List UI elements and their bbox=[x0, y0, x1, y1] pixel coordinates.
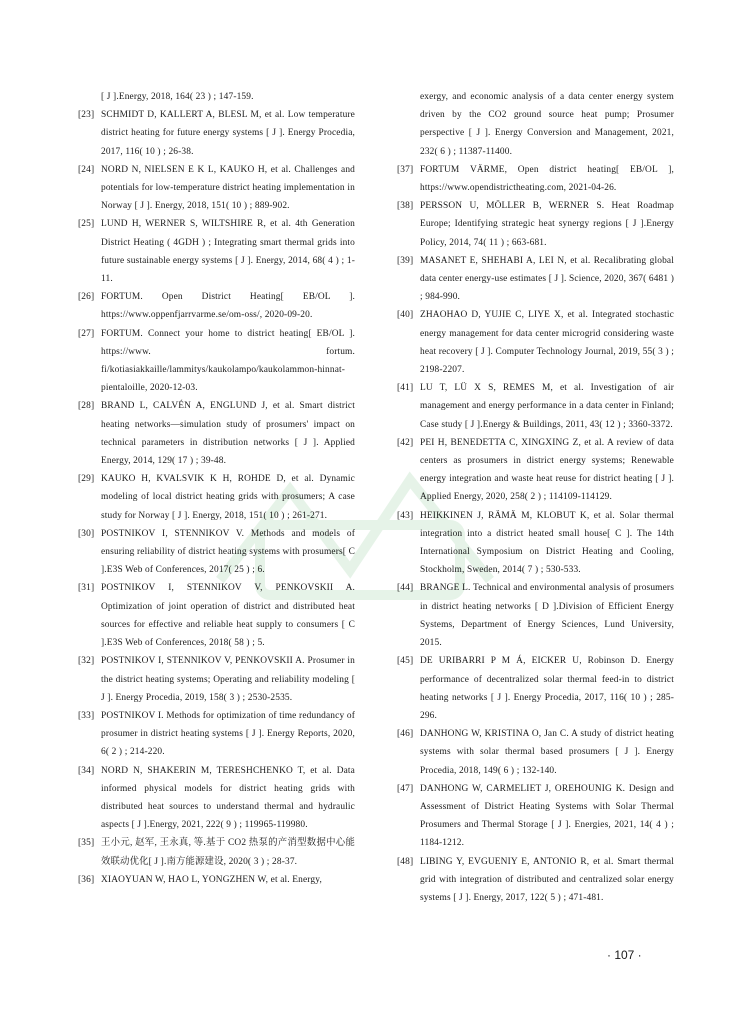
reference-entry bbox=[397, 161, 674, 197]
reference-text: DE URIBARRI P M Á, EICKER U, Robinson D. Energy performance of decentralized solar thermal feed-in to district heating networks [ J ]. Energy Procedia, 2017, 116( 10 ) ; 285-296. bbox=[420, 656, 674, 721]
reference-text: KAUKO H, KVALSVIK K H, ROHDE D, et al. Dynamic modeling of local district heating grids with prosumers; A case study for Norway [ J ]. Energy, 2018, 151( 10 ) ; 261-271. bbox=[101, 474, 355, 521]
reference-number: [43] bbox=[397, 510, 414, 521]
reference-entry bbox=[78, 707, 355, 762]
reference-number: [35] bbox=[78, 838, 95, 849]
reference-entry bbox=[397, 652, 674, 725]
reference-number: [44] bbox=[397, 583, 414, 594]
reference-text: BRAND L, CALVÉN A, ENGLUND J, et al. Smart district heating networks—simulation study of prosumers' impact on technical parameters in distribution networks [ J ]. Applied Energy, 2014, 129( 17 ) ; 39-48. bbox=[101, 401, 355, 467]
reference-text: NORD N, NIELSEN E K L, KAUKO H, et al. Challenges and potentials for low-temperature district heating implementation in Norway [ J ]. Energy, 2018, 151( 10 ) ; 889-902. bbox=[101, 164, 355, 212]
reference-text: DANHONG W, CARMELIET J, OREHOUNIG K. Design and Assessment of District Heating Systems with Solar Thermal Prosumers and Thermal Storage [ J ]. Energies, 2021, 14( 4 ) ; 1184-1212. bbox=[420, 783, 674, 849]
reference-text: FORTUM. Open District Heating[ EB/OL ]. https://www.oppenfjarrvarme.se/om-oss/, 2020-09-20. bbox=[101, 292, 355, 321]
reference-entry bbox=[78, 88, 355, 106]
reference-entry bbox=[78, 652, 355, 707]
reference-number: [48] bbox=[397, 856, 414, 867]
reference-entry bbox=[397, 853, 674, 908]
reference-entry bbox=[397, 379, 674, 434]
reference-number: [33] bbox=[78, 710, 95, 721]
reference-number: [26] bbox=[78, 292, 95, 303]
reference-text: XIAOYUAN W, HAO L, YONGZHEN W, et al. Energy, bbox=[101, 874, 322, 885]
reference-text: POSTNIKOV I, STENNIKOV V, PENKOVSKII A. Optimization of joint operation of district and distributed heat sources for effective and reliable heat supply to consumers [ C ].E3S Web of Conferences, 2018( 58 ) ; 5. bbox=[101, 583, 355, 649]
reference-entry bbox=[397, 725, 674, 780]
reference-text: PEI H, BENEDETTA C, XINGXING Z, et al. A review of data centers as prosumers in district energy systems; Renewable energy integration and waste heat reuse for district heating [ J ]. Applied Energy, 2020, 258( 2 ) ; 114109-114129. bbox=[420, 437, 674, 503]
reference-number: [31] bbox=[78, 583, 95, 594]
reference-number: [24] bbox=[78, 164, 95, 175]
reference-text: ZHAOHAO D, YUJIE C, LIYE X, et al. Integrated stochastic energy management for data center microgrid considering waste heat recovery [ J ]. Computer Technology Journal, 2019, 55( 3 ) ; 2198-2207. bbox=[420, 310, 674, 376]
reference-number: [39] bbox=[397, 255, 414, 266]
page-number: · 107 · bbox=[607, 948, 642, 962]
reference-number: [34] bbox=[78, 765, 95, 776]
reference-entry bbox=[78, 288, 355, 324]
reference-text: FORTUM VÄRME, Open district heating[ EB/OL ], https://www.opendistrictheating.com, 2021-04-26. bbox=[420, 164, 674, 194]
reference-text: SCHMIDT D, KALLERT A, BLESL M, et al. Low temperature district heating for future energy systems [ J ]. Energy Procedia, 2017, 116( 10 ) ; 26-38. bbox=[101, 110, 355, 157]
right-reference-column bbox=[397, 88, 674, 907]
reference-number: [42] bbox=[397, 437, 414, 448]
reference-text: MASANET E, SHEHABI A, LEI N, et al. Recalibrating global data center energy-use estimates [ J ]. Science, 2020, 367( 6481 ) ; 984-990. bbox=[420, 255, 674, 303]
reference-entry bbox=[78, 470, 355, 525]
reference-text: [ J ].Energy, 2018, 164( 23 ) ; 147-159. bbox=[101, 92, 254, 102]
reference-entry bbox=[78, 871, 355, 889]
reference-entry bbox=[78, 397, 355, 470]
reference-text: POSTNIKOV I, STENNIKOV V. Methods and models of ensuring reliability of district heating systems with prosumers[ C ].E3S Web of Conferences, 2017( 25 ) ; 6. bbox=[101, 528, 355, 576]
reference-entry bbox=[397, 88, 674, 161]
reference-number: [25] bbox=[78, 219, 95, 230]
reference-entry bbox=[78, 579, 355, 652]
reference-number: [47] bbox=[397, 783, 414, 794]
reference-number: [27] bbox=[78, 328, 95, 339]
left-reference-column bbox=[78, 88, 355, 889]
reference-entry bbox=[78, 762, 355, 835]
reference-entry bbox=[397, 507, 674, 580]
reference-text: LUND H, WERNER S, WILTSHIRE R, et al. 4th Generation District Heating ( 4GDH ) ; Integrating smart thermal grids into future sustainable energy systems [ J ]. Energy, 2014, 68( 4 ) ; 1-11. bbox=[101, 219, 355, 285]
reference-entry bbox=[78, 215, 355, 288]
reference-text: PERSSON U, MÖLLER B, WERNER S. Heat Roadmap Europe; Identifying strategic heat synergy regions [ J ].Energy Policy, 2014, 74( 11 ) ; 663-681. bbox=[420, 201, 674, 248]
reference-number: [38] bbox=[397, 201, 414, 212]
reference-text: HEIKKINEN J, RÄMÄ M, KLOBUT K, et al. Solar thermal integration into a district heated small house[ C ]. The 14th International Symposium on District Heating and Cooling, Stockholm, Sweden, 2014( 7 ) ; 530-533. bbox=[420, 510, 674, 576]
reference-text: NORD N, SHAKERIN M, TERESHCHENKO T, et al. Data informed physical models for district heating grids with distributed heat sources to understand thermal and hydraulic aspects [ J ].Energy, 2021, 222( 9 ) ; 119965-119980. bbox=[101, 765, 355, 831]
reference-number: [45] bbox=[397, 656, 414, 667]
reference-number: [23] bbox=[78, 110, 95, 121]
reference-entry bbox=[397, 780, 674, 853]
reference-text: BRANGE L. Technical and environmental analysis of prosumers in district heating networks [ D ].Division of Efficient Energy Systems, Department of Energy Sciences, Lund University, 2015. bbox=[420, 583, 674, 649]
reference-number: [46] bbox=[397, 729, 414, 740]
reference-text: POSTNIKOV I, STENNIKOV V, PENKOVSKII A. Prosumer in the district heating systems; Operating and reliability modeling [ J ]. Energy Procedia, 2019, 158( 3 ) ; 2530-2535. bbox=[101, 656, 355, 703]
reference-number: [32] bbox=[78, 656, 95, 667]
reference-text: 王小元, 赵军, 王永真, 等.基于 CO2 热泵的产消型数据中心能效联动优化[ J ].南方能源建设, 2020( 3 ) ; 28-37. bbox=[101, 838, 355, 867]
reference-number: [36] bbox=[78, 874, 95, 885]
reference-text: POSTNIKOV I. Methods for optimization of time redundancy of prosumer in district heating systems [ J ]. Energy Reports, 2020, 6( 2 ) ; 214-220. bbox=[101, 710, 355, 758]
reference-number: [28] bbox=[78, 401, 95, 412]
reference-entry bbox=[78, 834, 355, 870]
reference-text: LIBING Y, EVGUENIY E, ANTONIO R, et al. Smart thermal grid with integration of distributed and centralized solar energy systems [ J ]. Energy, 2017, 122( 5 ) ; 471-481. bbox=[420, 856, 674, 903]
reference-entry bbox=[78, 161, 355, 216]
reference-text: DANHONG W, KRISTINA O, Jan C. A study of district heating systems with solar thermal based prosumers [ J ]. Energy Procedia, 2018, 149( 6 ) ; 132-140. bbox=[420, 729, 674, 776]
reference-text: exergy, and economic analysis of a data center energy system driven by the CO2 ground source heat pump; Prosumer perspective [ J ]. Energy Conversion and Management, 2021, 232( 6 ) ; 11387-11400. bbox=[420, 92, 674, 157]
reference-entry bbox=[397, 434, 674, 507]
reference-entry bbox=[397, 306, 674, 379]
reference-entry bbox=[397, 197, 674, 252]
reference-text: LU T, LÜ X S, REMES M, et al. Investigation of air management and energy performance in a data center in Finland; Case study [ J ].Energy & Buildings, 2011, 43( 12 ) ; 3360-3372. bbox=[420, 383, 674, 430]
reference-entry bbox=[397, 579, 674, 652]
reference-entry bbox=[78, 106, 355, 161]
reference-number: [30] bbox=[78, 528, 95, 539]
reference-number: [37] bbox=[397, 164, 414, 175]
reference-entry bbox=[78, 525, 355, 580]
reference-entry bbox=[397, 252, 674, 307]
reference-number: [41] bbox=[397, 383, 414, 394]
reference-number: [40] bbox=[397, 310, 414, 321]
reference-number: [29] bbox=[78, 474, 95, 485]
reference-text: FORTUM. Connect your home to district heating[ EB/OL ]. https://www. fortum. fi/kotiasiakkaille/lammitys/kaukolampo/kaukolammon-hinnat-pientaloille, 2020-12-03. bbox=[101, 328, 355, 394]
reference-entry bbox=[78, 325, 355, 398]
